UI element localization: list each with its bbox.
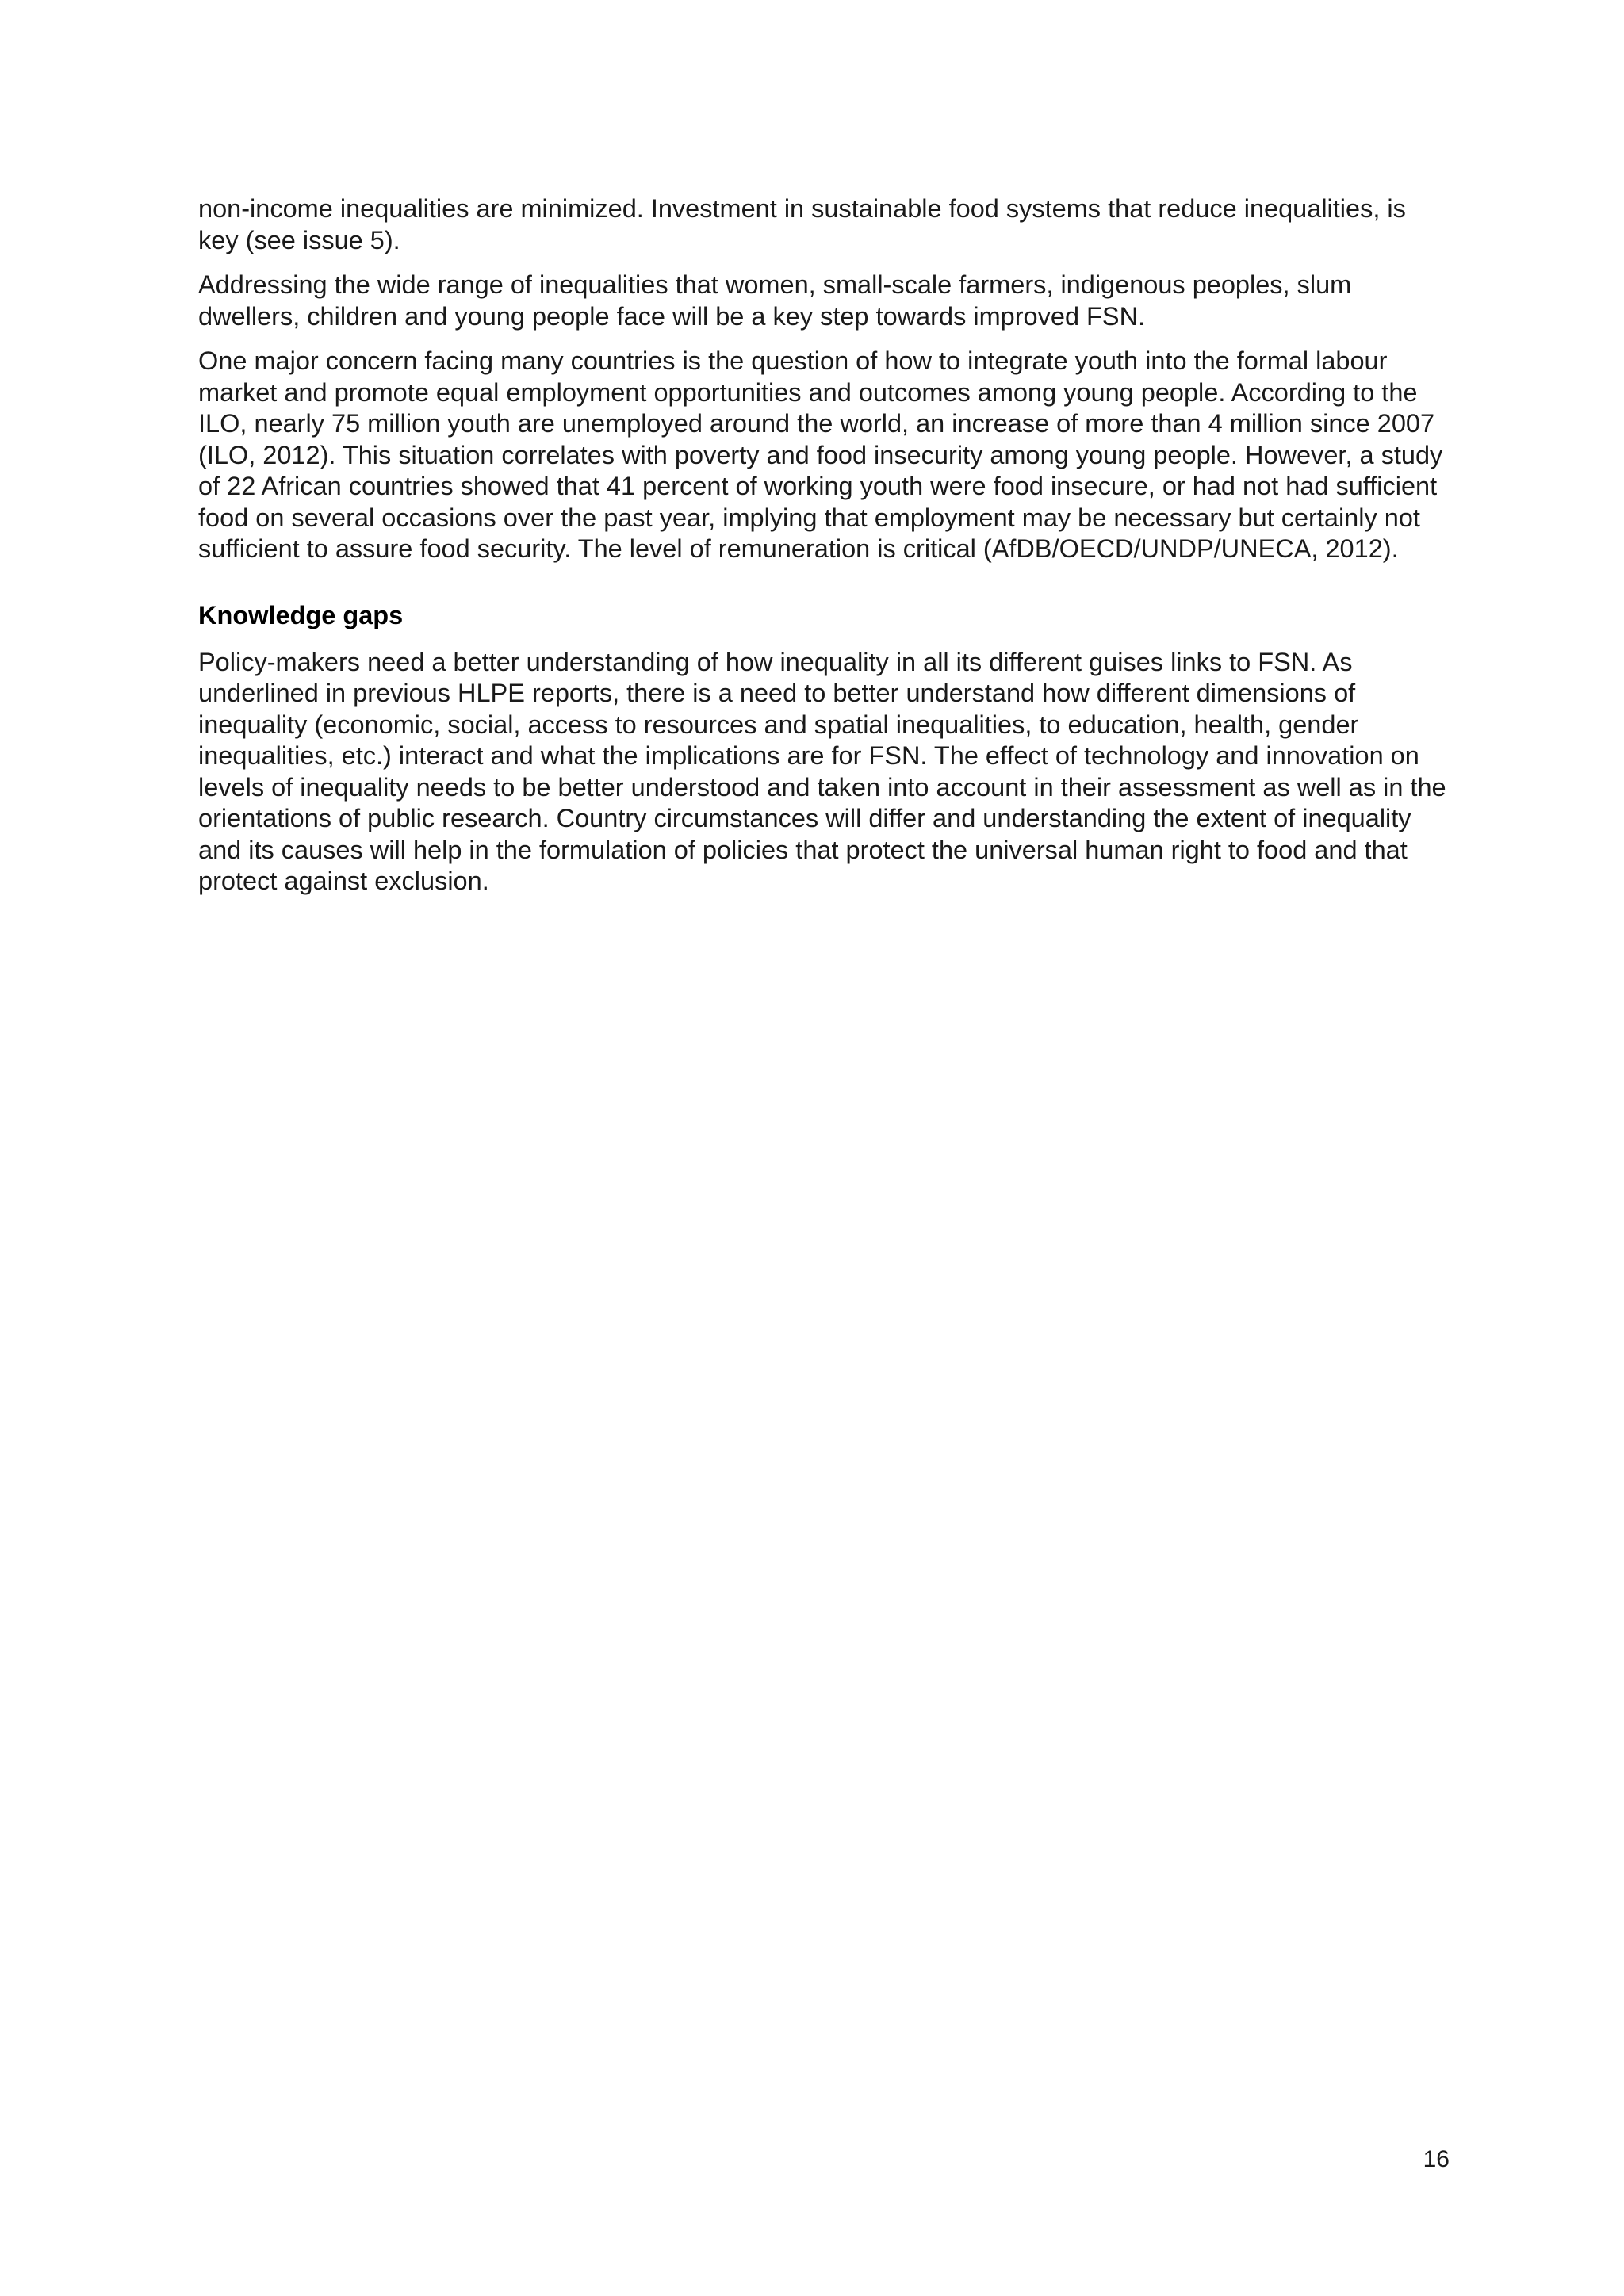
paragraph-addressing-inequalities: Addressing the wide range of inequalities that women, small-scale farmers, indigenous peoples, slum dwellers, children and young people face will be a key step towards improved FSN.	[198, 270, 1352, 331]
paragraph-youth-employment: One major concern facing many countries is the question of how to integrate youth into the formal labour market and promote equal employment opportunities and outcomes among young people. According to the ILO, nearly 75 million youth are unemployed around the world, an increase of more than 4 million since 2007 (ILO, 2012). This situation correlates with poverty and food insecurity among young people. However, a study of 22 African countries showed that 41 percent of working youth were food insecure, or had not had sufficient food on several occasions over the past year, implying that employment may be necessary but certainly not sufficient to assure food security. The level of remuneration is critical (AfDB/OECD/UNDP/UNECA, 2012).	[198, 346, 1443, 563]
section-heading-knowledge-gaps: Knowledge gaps	[198, 600, 404, 629]
paragraph-knowledge-gaps: Policy-makers need a better understanding of how inequality in all its different guises links to FSN. As underlined in previous HLPE reports, there is a need to better understand how different dimensions of inequality (economic, social, access to resources and spatial inequalities, to education, health, gender inequalities, etc.) interact and what the implications are for FSN. The effect of technology and innovation on levels of inequality needs to be better understood and taken into account in their assessment as well as in the orientations of public research. Country circumstances will differ and understanding the extent of inequality and its causes will help in the formulation of policies that protect the universal human right to food and that protect against exclusion.	[198, 647, 1446, 895]
page-number: 16	[1423, 2146, 1450, 2172]
paragraph-inequalities-minimized: non-income inequalities are minimized. Investment in sustainable food systems that reduce inequalities, is key (see issue 5).	[198, 194, 1406, 254]
body-text	[198, 193, 1451, 911]
